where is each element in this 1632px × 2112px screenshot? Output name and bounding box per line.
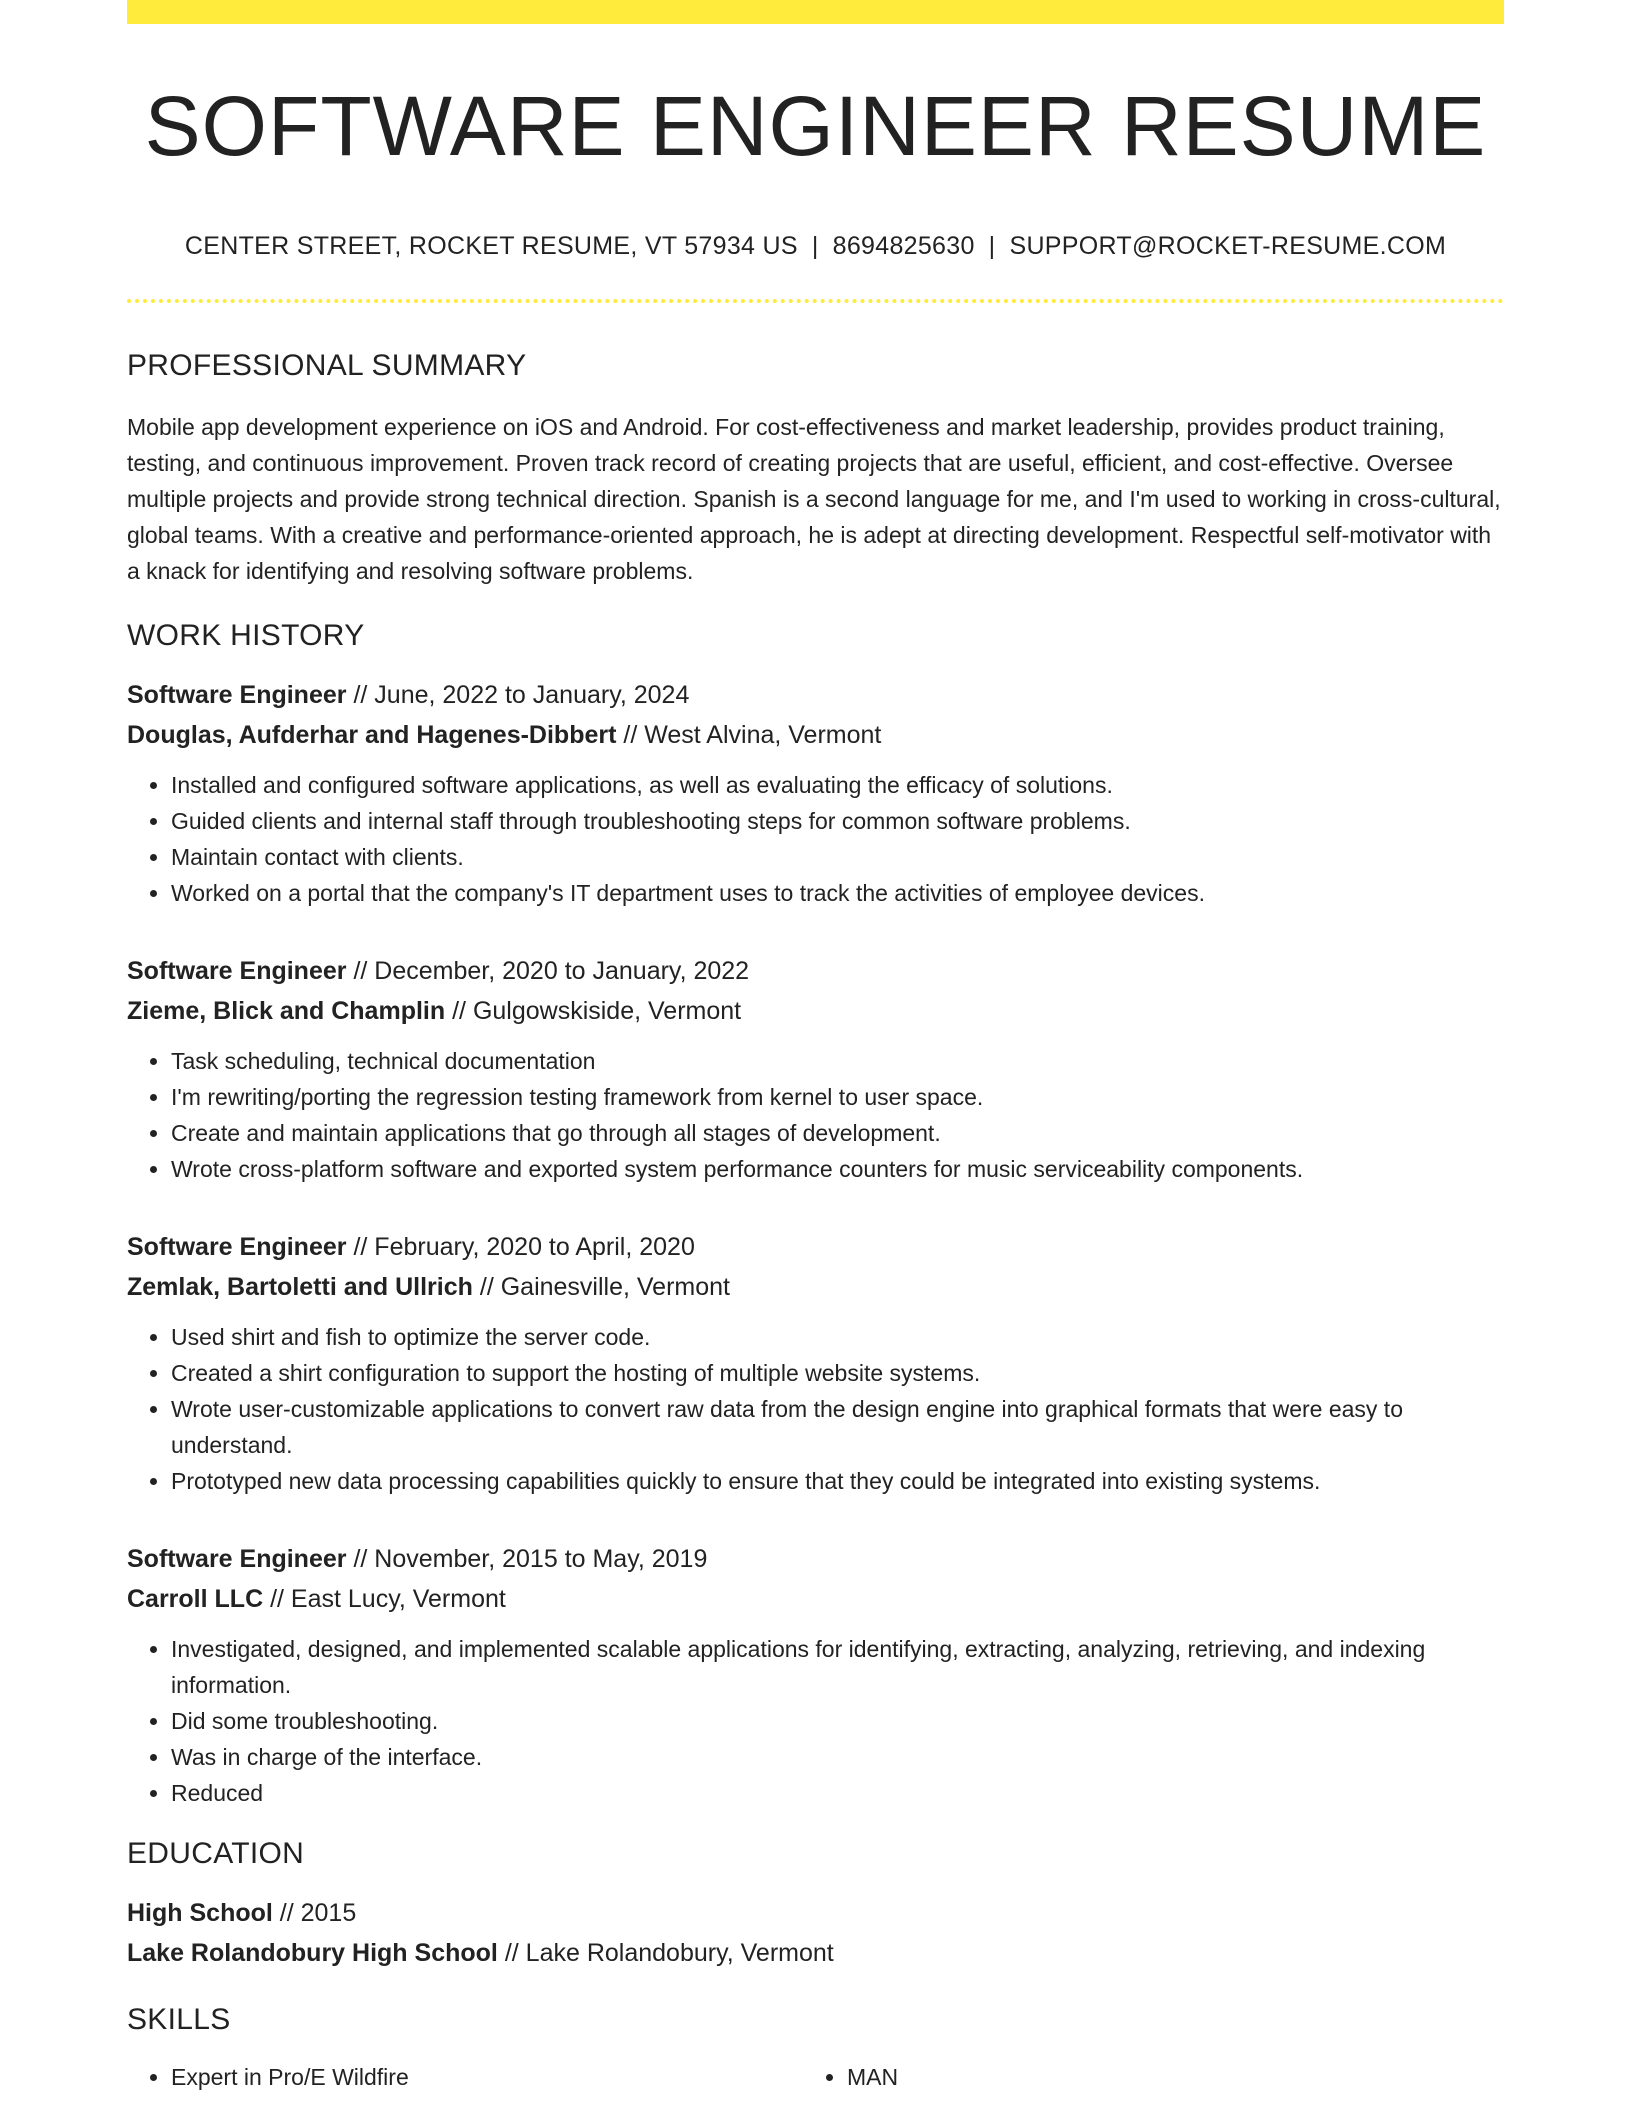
job-role: Software Engineer <box>127 681 347 710</box>
job-role-line <box>127 1227 1504 1267</box>
job-bullet-list <box>127 767 1504 911</box>
job-role-line <box>127 675 1504 715</box>
job-role-line <box>127 951 1504 991</box>
job-company-line <box>127 1267 1504 1307</box>
job-role: Software Engineer <box>127 1233 347 1262</box>
job-separator: // <box>445 997 473 1026</box>
job-bullet: • Task scheduling, technical documentation <box>171 1043 1504 1079</box>
contact-separator: | <box>811 232 819 261</box>
job-bullet: • Create and maintain applications that go through all stages of development. <box>171 1115 1504 1151</box>
skill-item: • MAN <box>847 2059 1479 2095</box>
education-degree: High School <box>127 1899 273 1928</box>
job-dates: November, 2015 to May, 2019 <box>374 1545 708 1574</box>
job-bullet: • Used shirt and fish to optimize the server code. <box>171 1319 1504 1355</box>
job-location: Gulgowskiside, Vermont <box>472 997 742 1026</box>
job-company: Zieme, Blick and Champlin <box>127 997 446 1026</box>
section-title-summary: PROFESSIONAL SUMMARY <box>127 349 527 383</box>
job-company: Zemlak, Bartoletti and Ullrich <box>127 1273 473 1302</box>
job-bullet-list <box>127 1319 1504 1499</box>
job-bullet: • Did some troubleshooting. <box>171 1703 1504 1739</box>
job-bullet: • Worked on a portal that the company's IT department uses to track the activities of employee devices. <box>171 875 1504 911</box>
contact-line <box>127 232 1504 261</box>
job-bullet-list <box>127 1043 1504 1187</box>
job-entry <box>127 675 1504 911</box>
education-year: 2015 <box>300 1899 357 1928</box>
section-title-education: EDUCATION <box>127 1837 305 1871</box>
resume-title: SOFTWARE ENGINEER RESUME <box>144 79 1487 173</box>
job-separator: // <box>472 1273 501 1302</box>
skill-item: • Expert in Pro/E Wildfire <box>171 2059 803 2095</box>
resume-page <box>127 0 1504 2095</box>
job-bullet: • Guided clients and internal staff through troubleshooting steps for common software problems. <box>171 803 1504 839</box>
job-company: Carroll LLC <box>127 1585 264 1614</box>
contact-email: SUPPORT@ROCKET-RESUME.COM <box>1009 232 1447 261</box>
job-role: Software Engineer <box>127 1545 347 1574</box>
job-entry <box>127 951 1504 1187</box>
job-company: Douglas, Aufderhar and Hagenes-Dibbert <box>127 721 617 750</box>
job-location: East Lucy, Vermont <box>290 1585 506 1614</box>
job-company-line <box>127 715 1504 755</box>
education-separator: // <box>497 1939 526 1968</box>
job-bullet: • Investigated, designed, and implemented scalable applications for identifying, extracting, analyzing, retrieving, and indexing information. <box>171 1631 1504 1703</box>
education-school-line <box>127 1933 1504 1973</box>
job-separator: // <box>346 681 375 710</box>
job-bullet: • Prototyped new data processing capabilities quickly to ensure that they could be integrated into existing systems. <box>171 1463 1504 1499</box>
job-dates: February, 2020 to April, 2020 <box>374 1233 695 1262</box>
work-history-list <box>127 675 1504 1811</box>
contact-address: CENTER STREET, ROCKET RESUME, VT 57934 US <box>184 232 798 261</box>
job-separator: // <box>346 1233 375 1262</box>
contact-phone: 8694825630 <box>832 232 975 261</box>
job-dates: June, 2022 to January, 2024 <box>374 681 690 710</box>
job-location: Gainesville, Vermont <box>500 1273 730 1302</box>
dotted-divider <box>127 299 1504 303</box>
job-dates: December, 2020 to January, 2022 <box>374 957 750 986</box>
job-bullet: • Reduced <box>171 1775 1504 1811</box>
section-title-skills: SKILLS <box>127 2003 231 2037</box>
accent-bar <box>127 0 1504 24</box>
skills-list-left <box>127 2059 803 2095</box>
job-role-line <box>127 1539 1504 1579</box>
job-company-line <box>127 991 1504 1031</box>
skills-columns <box>127 2059 1504 2095</box>
job-bullet: • Maintain contact with clients. <box>171 839 1504 875</box>
job-entry <box>127 1227 1504 1499</box>
job-role: Software Engineer <box>127 957 347 986</box>
job-bullet: • Installed and configured software applications, as well as evaluating the efficacy of solutions. <box>171 767 1504 803</box>
job-bullet: • Wrote user-customizable applications to convert raw data from the design engine into graphical formats that were easy to understand. <box>171 1391 1504 1463</box>
job-bullet: • Wrote cross-platform software and exported system performance counters for music serviceability components. <box>171 1151 1504 1187</box>
education-entry <box>127 1893 1504 1973</box>
job-location: West Alvina, Vermont <box>644 721 882 750</box>
job-bullet: • Was in charge of the interface. <box>171 1739 1504 1775</box>
job-separator: // <box>263 1585 291 1614</box>
job-company-line <box>127 1579 1504 1619</box>
education-degree-line <box>127 1893 1504 1933</box>
job-separator: // <box>346 957 375 986</box>
job-separator: // <box>346 1545 375 1574</box>
summary-text: Mobile app development experience on iOS and Android. For cost-effectiveness and market leadership, provides product training, testing, and continuous improvement. Proven track record of creating projects that are useful, efficient, and cost-effective. Oversee multiple projects and provide strong technical direction. Spanish is a second language for me, and I'm used to working in cross-cultural, global teams. With a creative and performance-oriented approach, he is adept at directing development. Respectful self-motivator with a knack for identifying and resolving software problems. <box>127 414 1501 585</box>
job-separator: // <box>616 721 645 750</box>
contact-separator: | <box>988 232 996 261</box>
job-bullet: • I'm rewriting/porting the regression testing framework from kernel to user space. <box>171 1079 1504 1115</box>
education-school: Lake Rolandobury High School <box>127 1939 498 1968</box>
skills-list-right <box>803 2059 1479 2095</box>
job-bullet: • Created a shirt configuration to support the hosting of multiple website systems. <box>171 1355 1504 1391</box>
section-title-work-history: WORK HISTORY <box>127 619 365 653</box>
job-bullet-list <box>127 1631 1504 1811</box>
job-entry <box>127 1539 1504 1811</box>
education-location: Lake Rolandobury, Vermont <box>525 1939 834 1968</box>
education-separator: // <box>272 1899 301 1928</box>
